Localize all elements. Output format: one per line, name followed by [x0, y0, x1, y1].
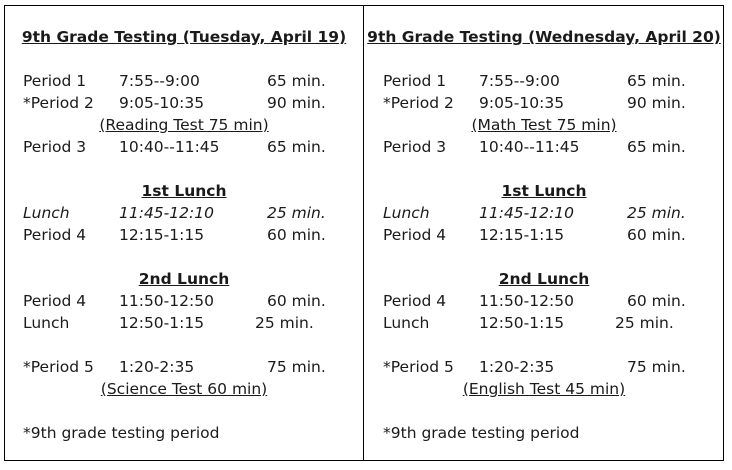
- period-duration: 65 min.: [267, 72, 326, 90]
- period-time: 9:05-10:35: [479, 94, 565, 112]
- test-note: (Science Test 60 min): [100, 380, 268, 398]
- period-duration: 90 min.: [267, 94, 326, 112]
- period-duration: 60 min.: [627, 226, 686, 244]
- test-note: (Math Test 75 min): [471, 116, 617, 134]
- period-label: Period 4: [23, 226, 87, 244]
- period-label: *Period 5: [383, 358, 454, 376]
- footnote: [365, 422, 723, 444]
- first-lunch-heading: 1st Lunch: [141, 182, 227, 200]
- period-label: Period 3: [383, 138, 447, 156]
- period-time: 10:40--11:45: [119, 138, 220, 156]
- period-time: 11:50-12:50: [119, 292, 214, 310]
- column-divider: [363, 5, 364, 461]
- first-lunch-heading: 1st Lunch: [501, 182, 587, 200]
- period-duration: 60 min.: [267, 226, 326, 244]
- period-time: 11:45-12:10: [479, 204, 574, 222]
- test-note: (Reading Test 75 min): [99, 116, 269, 134]
- schedule-row-period-4: [365, 290, 723, 312]
- period-duration: 25 min.: [267, 204, 326, 222]
- period-duration: 25 min.: [615, 314, 674, 332]
- period-label: Period 4: [383, 292, 447, 310]
- period-label: Period 3: [23, 138, 87, 156]
- period-duration: 90 min.: [627, 94, 686, 112]
- period-time: 9:05-10:35: [119, 94, 205, 112]
- test-note: (English Test 45 min): [462, 380, 626, 398]
- schedule-row-period-4: [5, 224, 363, 246]
- wednesday-schedule: [365, 5, 723, 461]
- schedule-row-lunch: [5, 312, 363, 334]
- second-lunch-heading: 2nd Lunch: [498, 270, 590, 288]
- schedule-row-lunch: [365, 202, 723, 224]
- period-label: Period 1: [383, 72, 447, 90]
- period-label: *Period 2: [383, 94, 454, 112]
- period-duration: 65 min.: [627, 72, 686, 90]
- schedule-title: 9th Grade Testing (Wednesday, April 20): [367, 28, 721, 46]
- period-duration: 25 min.: [627, 204, 686, 222]
- schedule-row-period-5: [5, 356, 363, 378]
- period-label: Period 1: [23, 72, 87, 90]
- period-time: 1:20-2:35: [119, 358, 195, 376]
- schedule-row-lunch: [365, 312, 723, 334]
- tuesday-schedule: [5, 5, 363, 461]
- footnote-text: *9th grade testing period: [383, 424, 580, 442]
- schedule-row-period-4: [5, 290, 363, 312]
- period-time: 12:50-1:15: [119, 314, 205, 332]
- period-time: 10:40--11:45: [479, 138, 580, 156]
- schedule-title: 9th Grade Testing (Tuesday, April 19): [21, 28, 347, 46]
- footnote: [5, 422, 363, 444]
- schedule-row-period-2: [5, 92, 363, 114]
- schedule-row-period-5: [365, 356, 723, 378]
- period-label: Period 4: [23, 292, 87, 310]
- period-time: 11:45-12:10: [119, 204, 214, 222]
- second-lunch-heading: 2nd Lunch: [138, 270, 230, 288]
- footnote-text: *9th grade testing period: [23, 424, 220, 442]
- period-time: 12:15-1:15: [479, 226, 565, 244]
- period-time: 11:50-12:50: [479, 292, 574, 310]
- period-label: Lunch: [23, 204, 70, 222]
- schedule-row-period-2: [365, 92, 723, 114]
- period-time: 1:20-2:35: [479, 358, 555, 376]
- schedule-row-period-4: [365, 224, 723, 246]
- period-duration: 65 min.: [627, 138, 686, 156]
- period-label: Lunch: [383, 314, 430, 332]
- period-label: Period 4: [383, 226, 447, 244]
- period-label: Lunch: [383, 204, 430, 222]
- period-duration: 75 min.: [267, 358, 326, 376]
- period-label: *Period 2: [23, 94, 94, 112]
- period-time: 12:50-1:15: [479, 314, 565, 332]
- period-duration: 75 min.: [627, 358, 686, 376]
- schedule-row-period-1: [5, 70, 363, 92]
- period-time: 7:55--9:00: [479, 72, 560, 90]
- period-time: 12:15-1:15: [119, 226, 205, 244]
- schedule-row-lunch: [5, 202, 363, 224]
- period-duration: 60 min.: [267, 292, 326, 310]
- schedule-row-period-3: [365, 136, 723, 158]
- period-duration: 65 min.: [267, 138, 326, 156]
- schedule-row-period-3: [5, 136, 363, 158]
- schedule-row-period-1: [365, 70, 723, 92]
- period-duration: 60 min.: [627, 292, 686, 310]
- period-label: *Period 5: [23, 358, 94, 376]
- period-time: 7:55--9:00: [119, 72, 200, 90]
- period-label: Lunch: [23, 314, 70, 332]
- period-duration: 25 min.: [255, 314, 314, 332]
